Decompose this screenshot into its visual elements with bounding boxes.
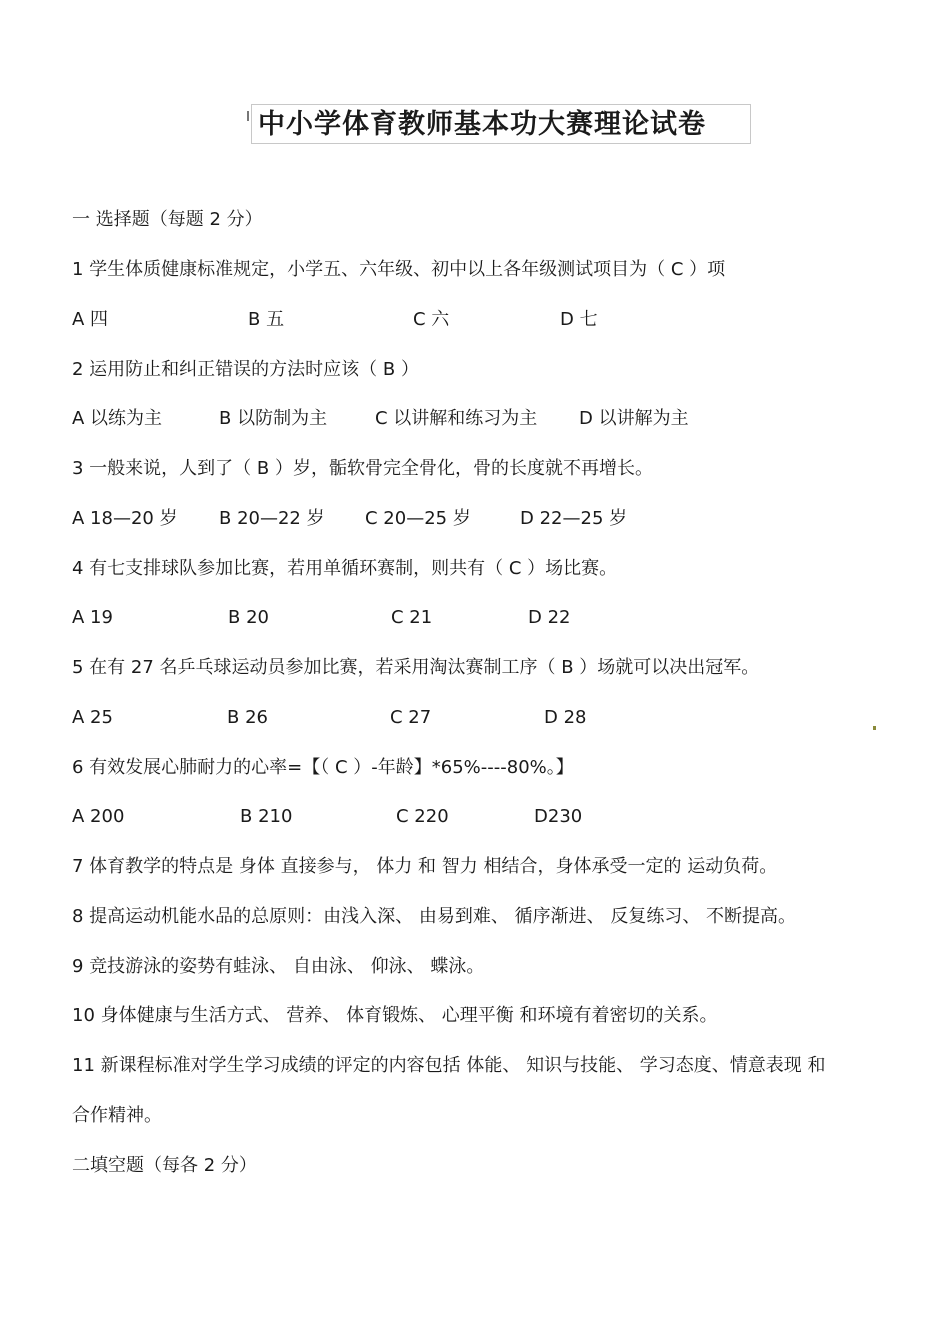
q2-option-a: A 以练为主 bbox=[72, 408, 163, 429]
q1-option-b: B 五 bbox=[248, 309, 285, 330]
question-9: 9 竞技游泳的姿势有蛙泳、 自由泳、 仰泳、 蝶泳。 bbox=[72, 956, 485, 977]
q5-option-b: B 26 bbox=[227, 707, 268, 728]
q4-option-a: A 19 bbox=[72, 607, 113, 628]
question-2: 2 运用防止和纠正错误的方法时应该（ B ） bbox=[72, 359, 419, 380]
q4-option-c: C 21 bbox=[391, 607, 433, 628]
q5-option-d: D 28 bbox=[544, 707, 587, 728]
q4-option-d: D 22 bbox=[528, 607, 571, 628]
stray-mark bbox=[873, 726, 876, 730]
q1-option-a: A 四 bbox=[72, 309, 109, 330]
q3-option-b: B 20—22 岁 bbox=[219, 508, 325, 529]
question-11-continued: 合作精神。 bbox=[72, 1105, 162, 1126]
q6-option-a: A 200 bbox=[72, 806, 125, 827]
title-mark bbox=[247, 111, 249, 121]
question-3: 3 一般来说，人到了（ B ）岁，骺软骨完全骨化，骨的长度就不再增长。 bbox=[72, 458, 653, 479]
q6-option-b: B 210 bbox=[240, 806, 293, 827]
q1-option-d: D 七 bbox=[560, 309, 598, 330]
question-8: 8 提高运动机能水品的总原则：由浅入深、 由易到难、 循序渐进、 反复练习、 不断提高。 bbox=[72, 906, 797, 927]
q5-option-a: A 25 bbox=[72, 707, 113, 728]
section-heading-choice: 一 选择题（每题 2 分） bbox=[72, 209, 263, 230]
q1-option-c: C 六 bbox=[413, 309, 450, 330]
q3-option-c: C 20—25 岁 bbox=[365, 508, 471, 529]
question-5: 5 在有 27 名乒乓球运动员参加比赛，若采用淘汰赛制工序（ B ）场就可以决出冠军。 bbox=[72, 657, 760, 678]
q2-option-b: B 以防制为主 bbox=[219, 408, 328, 429]
q3-option-a: A 18—20 岁 bbox=[72, 508, 178, 529]
q2-option-d: D 以讲解为主 bbox=[579, 408, 689, 429]
q2-option-c: C 以讲解和练习为主 bbox=[375, 408, 538, 429]
question-7: 7 体育教学的特点是 身体 直接参与， 体力 和 智力 相结合，身体承受一定的 运动负荷。 bbox=[72, 856, 778, 877]
question-6: 6 有效发展心肺耐力的心率=【（ C ）-年龄】*65%----80%。】 bbox=[72, 757, 574, 778]
q5-option-c: C 27 bbox=[390, 707, 432, 728]
question-4: 4 有七支排球队参加比赛，若用单循环赛制，则共有（ C ）场比赛。 bbox=[72, 558, 618, 579]
q6-option-c: C 220 bbox=[396, 806, 449, 827]
q6-option-d: D230 bbox=[534, 806, 583, 827]
question-1: 1 学生体质健康标准规定，小学五、六年级、初中以上各年级测试项目为（ C ）项 bbox=[72, 259, 726, 280]
question-11: 11 新课程标准对学生学习成绩的评定的内容包括 体能、 知识与技能、 学习态度、情意表现 和 bbox=[72, 1055, 826, 1076]
q3-option-d: D 22—25 岁 bbox=[520, 508, 628, 529]
question-10: 10 身体健康与生活方式、 营养、 体育锻炼、 心理平衡 和环境有着密切的关系。 bbox=[72, 1005, 718, 1026]
section-heading-fill: 二填空题（每各 2 分） bbox=[72, 1155, 257, 1176]
title-box bbox=[251, 104, 751, 144]
q4-option-b: B 20 bbox=[228, 607, 269, 628]
page-title: 中小学体育教师基本功大赛理论试卷 bbox=[258, 109, 706, 140]
